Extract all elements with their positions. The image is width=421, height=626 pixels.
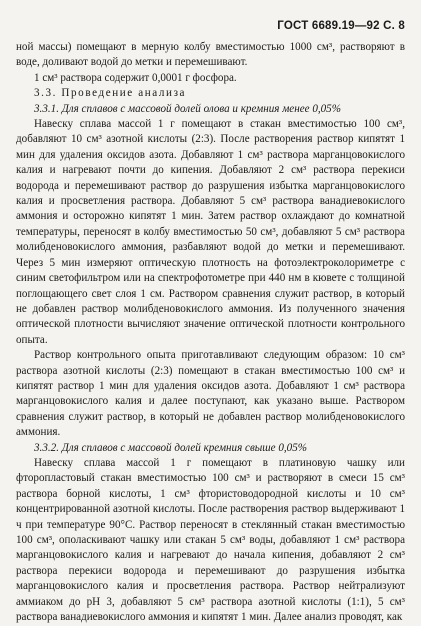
page-body	[16, 40, 405, 625]
paragraph: ной массы) помещают в мерную колбу вместимостью 1000 см³, растворяют в воде, доливают водой до метки и перемешивают.	[16, 41, 405, 69]
subsection-heading: 3.3.2. Для сплавов с массовой долей кремния свыше 0,05%	[34, 441, 307, 454]
subsection-heading: 3.3.1. Для сплавов с массовой долей олова и кремния менее 0,05%	[34, 102, 341, 115]
paragraph: Навеску сплава массой 1 г помещают в стакан вместимостью 100 см³, добавляют 10 см³ азотной кислоты (2:3). После растворения раствор кипятят 1 мин для удаления оксидов азота. Добавляют 1 см³ раствора марганцовокислого калия и нагревают почти до кипения. Добавляют 2 см³ раствора перекиси водорода и перемешивают раствор до разрушения избытка марганцовокислого калия и просветления раствора. Добавляют 5 см³ раствора ванадиевокислого аммония и осторожно кипятят 1 мин. Затем раствор охлаждают до комнатной температуры, переносят в колбу вместимостью 50 см³, добавляют 5 см³ раствора молибденовокислого аммония, разбавляют водой до метки и перемешивают. Через 5 мин измеряют оптическую плотность на фотоэлектроколориметре с синим светофильтром или на спектрофотометре при 440 нм в кювете с толщиной поглощающего свет слоя 1 см. Раствором сравнения служит раствор, в который не добавлен раствор молибденовокислого аммония. Из полученного значения оптической плотности вычисляют значение оптической плотности контрольного опыта.	[16, 118, 405, 346]
page-header: ГОСТ 6689.19—92 С. 8	[277, 20, 405, 32]
paragraph: Навеску сплава массой 1 г помещают в платиновую чашку или фторопластовый стакан вместимостью 100 см³ и растворяют в смеси 15 см³ раствора борной кислоты, 1 см³ фтористоводородной кислоты и 10 см³ концентрированной азотной кислоты. После растворения раствор выдерживают 1 ч при температуре 90°С. Раствор переносят в стеклянный стакан вместимостью 100 см³, ополаскивают чашку или стакан 5 см³ воды, добавляют 1 см³ раствора марганцовокислого калия и нагревают до начала кипения, добавляют 2 см³ раствора перекиси водорода и перемешивают до разрушения избытка марганцовокислого калия и просветления раствора. Раствор нейтрализуют аммиаком до pH 3, добавляют 5 см³ раствора азотной кислоты (1:1), 5 см³ раствора ванадиевокислого аммония и кипятят 1 мин. Далее анализ проводят, как	[16, 456, 405, 624]
paragraph: 1 см³ раствора содержит 0,0001 г фосфора.	[34, 71, 237, 84]
paragraph: Раствор контрольного опыта приготавливают следующим образом: 10 см³ раствора азотной кислоты (2:3) помещают в стакан вместимостью 100 см³ и кипятят раствор 1 мин для удаления оксидов азота. Добавляют 1 см³ раствора марганцовокислого калия и далее поступают, как указано выше. Раствором сравнения служит раствор, в который не добавлен раствор молибденовокислого аммония.	[16, 349, 405, 439]
section-heading: 3.3. Проведение анализа	[34, 87, 187, 100]
